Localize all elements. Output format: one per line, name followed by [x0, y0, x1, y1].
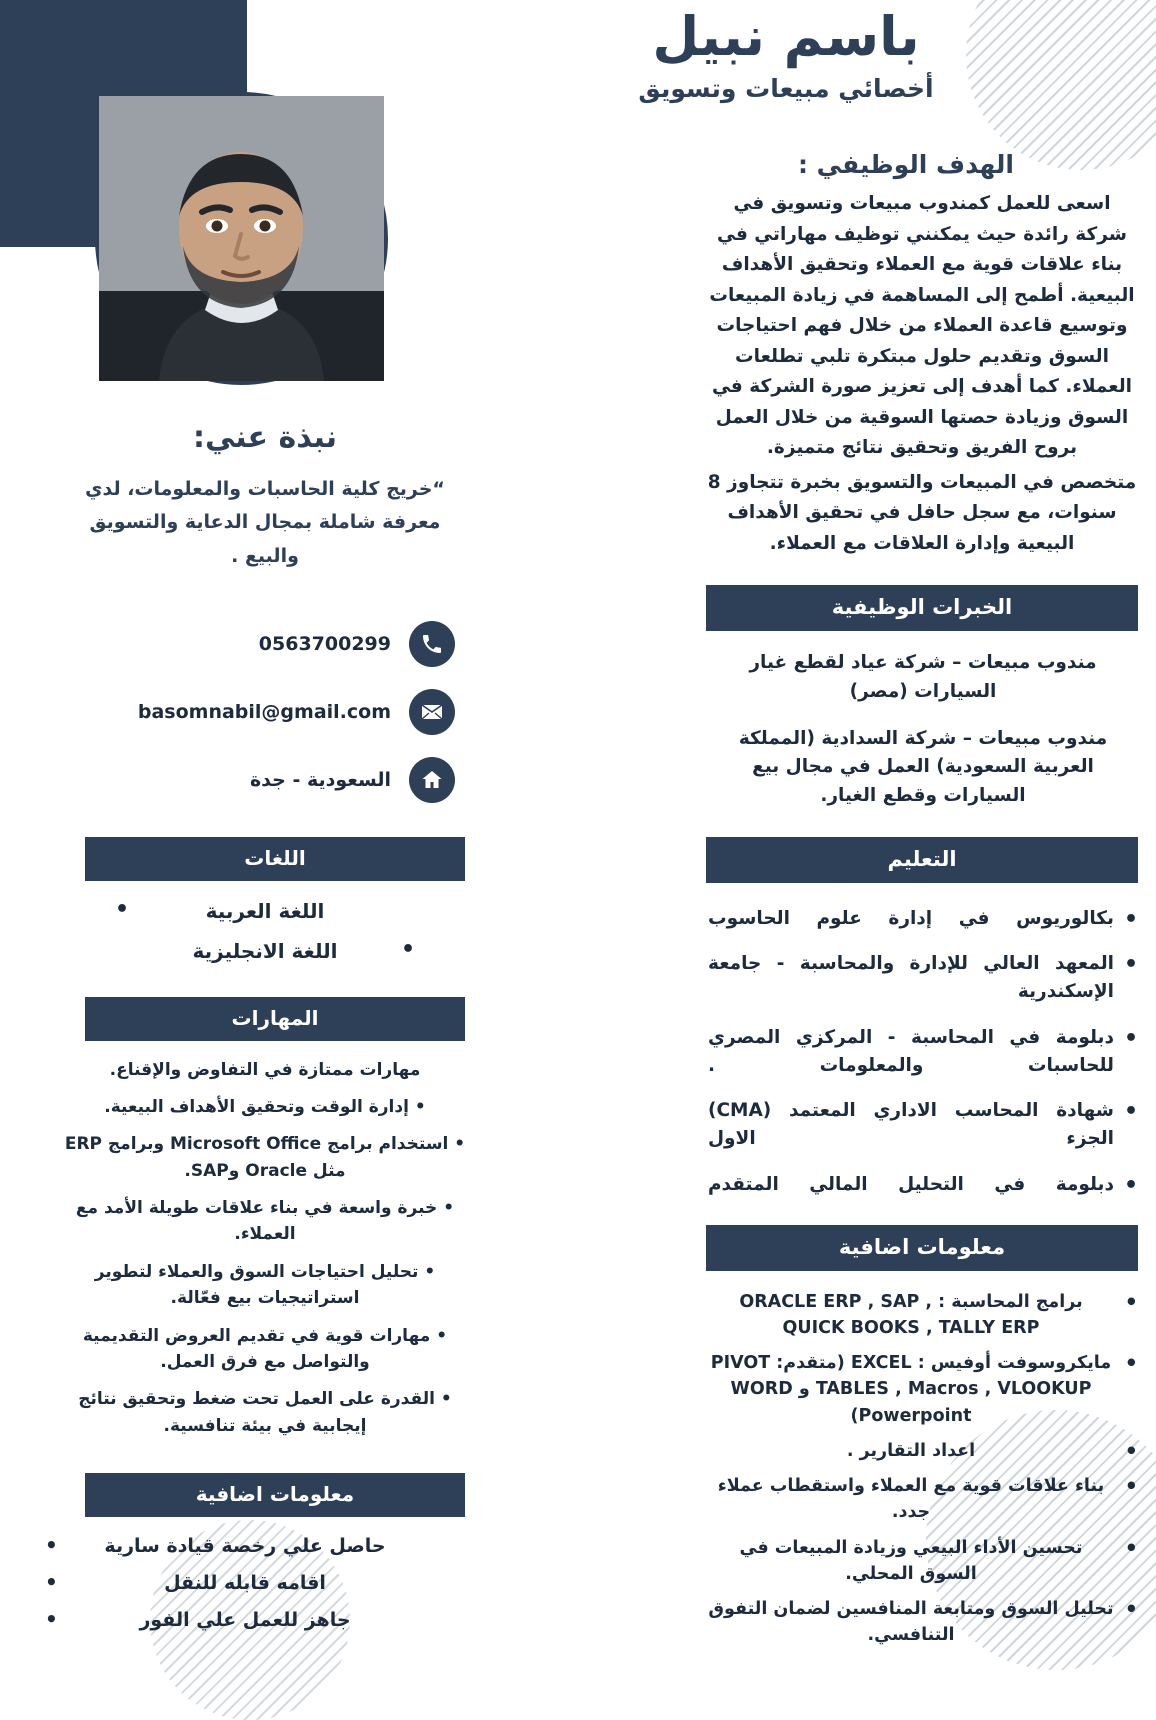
list-item: • شهادة المحاسب الاداري المعتمد (CMA) الجزء الاول	[708, 1097, 1114, 1153]
portrait-photo	[99, 96, 384, 381]
list-item: جاهز للعمل علي الفور •	[55, 1609, 435, 1631]
list-item: اللغة العربية •	[55, 899, 475, 923]
list-item: مهارات ممتازة في التفاوض والإقناع.	[109, 1059, 421, 1080]
additional-info-list	[708, 1289, 1142, 1649]
contact-row-email[interactable]	[55, 689, 455, 735]
additional-info-section-title: معلومات اضافية	[706, 1225, 1138, 1271]
experience-item: مندوب مبيعات – شركة عياد لقطع غيار السيارات (مصر)	[749, 652, 1097, 702]
languages-section-title: اللغات	[85, 837, 465, 881]
extra-info-list	[55, 1535, 475, 1631]
list-item: • تحسين الأداء البيعي وزيادة المبيعات في السوق المحلي.	[708, 1535, 1114, 1588]
list-item: • إدارة الوقت وتحقيق الأهداف البيعية.	[104, 1097, 426, 1118]
list-item: • تحليل احتياجات السوق والعملاء لتطوير استراتيجيات بيع فعّالة.	[94, 1261, 436, 1309]
experience-item: مندوب مبيعات – شركة السدادية (المملكة العربية السعودية) العمل في مجال بيع السيارات وقطع الغيار.	[738, 727, 1108, 806]
contact-row-phone[interactable]	[55, 621, 455, 667]
resume-header	[456, 0, 1156, 103]
education-list	[708, 905, 1142, 1199]
contact-list	[55, 621, 475, 803]
location-value: السعودية - جدة	[249, 768, 391, 791]
list-item: • مايكروسوفت أوفيس : EXCEL (متقدم: PIVOT TABLES , Macros , VLOOKUP و WORD Powerpoint)	[708, 1350, 1114, 1429]
list-item: اقامه قابله للنقل •	[55, 1572, 435, 1594]
left-column	[0, 400, 530, 1646]
list-item: • استخدام برامج Microsoft Office وبرامج ERP مثل Oracle وSAP.	[64, 1134, 466, 1181]
objective-text	[706, 189, 1138, 559]
list-item: • اللغة الانجليزية	[55, 939, 475, 963]
experience-section-title: الخبرات الوظيفية	[706, 585, 1138, 631]
avatar	[95, 92, 388, 385]
list-item: حاصل علي رخصة قيادة سارية •	[55, 1535, 435, 1557]
objective-paragraph: متخصص في المبيعات والتسويق بخبرة تتجاوز 8 سنوات، مع سجل حافل في تحقيق الأهداف البيعية وإدارة العلاقات مع العملاء.	[707, 471, 1137, 554]
phone-value: 0563700299	[258, 632, 391, 655]
skills-list	[55, 1057, 475, 1439]
list-item: • بناء علاقات قوية مع العملاء واستقطاب عملاء جدد.	[708, 1473, 1114, 1526]
list-item: • القدرة على العمل تحت ضغط وتحقيق نتائج إيجابية في بيئة تنافسية.	[78, 1389, 452, 1436]
languages-list	[55, 899, 475, 963]
list-item: • خبرة واسعة في بناء علاقات طويلة الأمد مع العملاء.	[75, 1198, 455, 1245]
email-value: basomnabil@gmail.com	[137, 700, 391, 723]
education-section-title: التعليم	[706, 837, 1138, 883]
about-text: “خريج كلية الحاسبات والمعلومات، لدي معرفة شاملة بمجال الدعاية والتسويق والبيع .	[85, 478, 445, 567]
skills-section-title: المهارات	[85, 997, 465, 1041]
objective-section-title: الهدف الوظيفي :	[797, 150, 1014, 179]
list-item: • دبلومة في التحليل المالي المتقدم	[708, 1171, 1114, 1199]
candidate-job-title: أخصائي مبيعات وتسويق	[638, 74, 934, 104]
about-title: نبذة عني:	[192, 420, 338, 455]
phone-icon	[409, 621, 455, 667]
extra-info-section-title: معلومات اضافية	[85, 1473, 465, 1517]
list-item: • دبلومة في المحاسبة - المركزي المصري للحاسبات والمعلومات .	[708, 1024, 1114, 1080]
list-item: • مهارات قوية في تقديم العروض التقديمية والتواصل مع فرق العمل.	[82, 1325, 448, 1372]
list-item: • برامج المحاسبة : , ORACLE ERP , SAP QUICK BOOKS , TALLY ERP	[708, 1289, 1114, 1342]
list-item: • بكالوريوس في إدارة علوم الحاسوب	[708, 905, 1114, 933]
home-icon	[409, 757, 455, 803]
list-item: • المعهد العالي للإدارة والمحاسبة - جامعة الإسكندرية	[708, 950, 1114, 1006]
right-column	[696, 150, 1156, 1658]
list-item: • تحليل السوق ومتابعة المنافسين لضمان التفوق التنافسي.	[708, 1596, 1114, 1649]
contact-row-location[interactable]	[55, 757, 455, 803]
list-item: • اعداد التقارير .	[708, 1438, 1114, 1464]
objective-paragraph: اسعى للعمل كمندوب مبيعات وتسويق في شركة رائدة حيث يمكنني توظيف مهاراتي في بناء علاقات قوية مع العملاء وتحقيق الأهداف البيعية. أطمح إلى المساهمة في زيادة المبيعات وتوسيع قاعدة العملاء من خلال فهم احتياجات السوق وتقديم حلول مبتكرة تلبي تطلعات العملاء. كما أهدف إلى تعزيز صورة الشركة في السوق وزيادة حصتها السوقية من خلال العمل بروح الفريق وتحقيق نتائج متميزة.	[709, 193, 1135, 459]
candidate-name: باسم نبيل	[652, 5, 920, 68]
email-icon	[409, 689, 455, 735]
